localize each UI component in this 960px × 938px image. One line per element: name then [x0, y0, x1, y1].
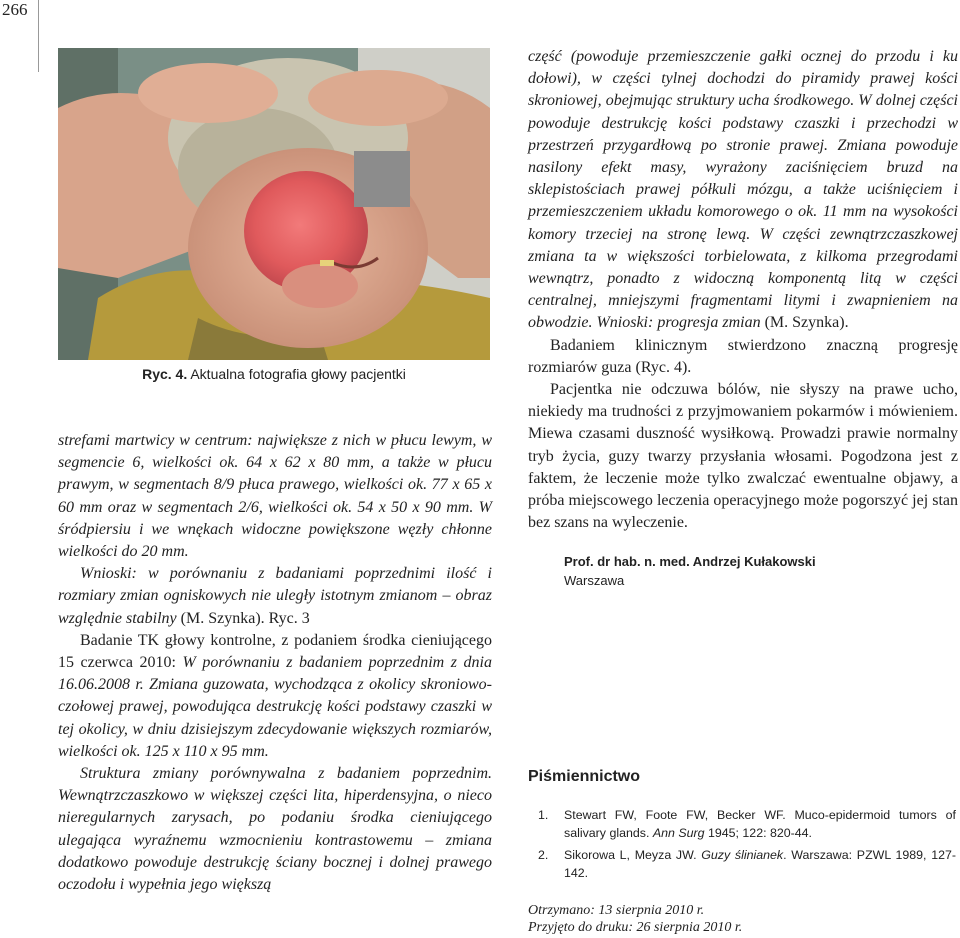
- left-para-2: [58, 563, 492, 630]
- reference-text: [564, 846, 956, 882]
- patient-photo: [58, 48, 490, 360]
- reference-number: 1.: [538, 808, 549, 822]
- right-para-2: Badaniem klinicznym stwierdzono znaczną progresję rozmiarów guza (Ryc. 4).: [528, 336, 958, 376]
- reference-item: [528, 806, 956, 842]
- left-para-2-italic: Wnioski: w porównaniu z badaniami poprzednimi ilość i rozmiary zmian ogniskowych nie uległy istotnym zmianom – obraz względnie stabilny: [58, 565, 492, 627]
- signature-name: Prof. dr hab. n. med. Andrzej Kułakowski: [564, 554, 816, 570]
- references-list: [528, 806, 956, 886]
- left-para-4: Struktura zmiany porównywalna z badaniem poprzednim. Wewnątrzczaszkowo w większej części lita, hiperdensyjna, o nieco nieregularnych zarysach, po podaniu środka cieniującego ulegająca wyraźnemu wzmocnieniu kontrastowemu – zmiana dodatkowo powoduje destrukcję ściany bocznej i dolnej prawego oczodołu i wypełnia jego większą: [58, 765, 492, 894]
- reference-text-a: Stewart FW, Foote FW, Becker WF. Muco-epidermoid tumors of salivary glands.: [564, 808, 956, 840]
- reference-text-b: 1945; 122: 820-44.: [704, 826, 812, 840]
- reference-text-a: Sikorowa L, Meyza JW.: [564, 848, 702, 862]
- reference-number: 2.: [538, 848, 549, 862]
- left-para-1: strefami martwicy w centrum: największe z nich w płucu lewym, w segmencie 6, wielkości ok. 64 x 62 x 80 mm, a także w płucu prawym, w segmentach 8/9 płuca prawego, wielkości ok. 77 x 65 x 60 mm oraz w segmentach 2/6, wielkości ok. 54 x 50 x 90 mm. W śródpiersiu i we wnękach widoczne powiększone węzły chłonne wielkości do 20 mm.: [58, 432, 492, 561]
- left-column: [58, 430, 492, 896]
- left-para-2-tail: (M. Szynka). Ryc. 3: [176, 609, 310, 627]
- figure-caption-label: Ryc. 4.: [142, 366, 188, 382]
- right-column: [528, 46, 958, 590]
- references-title: Piśmiennictwo: [528, 768, 641, 785]
- right-para-3: Pacjentka nie odczuwa bólów, nie słyszy na prawe ucho, niekiedy ma trudności z przyjmowaniem pokarmów i mówieniem. Miewa czasami duszność wysiłkową. Prowadzi prawie normalny tryb życia, guzy twarzy przysłania włosami. Pogodzona jest z faktem, że leczenie może tylko zwalczać ewentualne objawy, a próba miejscowego leczenia operacyjnego może pogorszyć jej stan bez szans na wyleczenie.: [528, 381, 958, 532]
- page-number: 266: [2, 0, 28, 19]
- right-para-1: [528, 46, 958, 335]
- left-para-3: [58, 630, 492, 763]
- reference-text: [564, 806, 956, 842]
- right-para-1-tail: (M. Szynka).: [760, 314, 849, 332]
- signature: [528, 552, 958, 590]
- figure-caption-text: Aktualna fotografia głowy pacjentki: [190, 366, 406, 382]
- left-para-3-italic: W porównaniu z badaniem poprzednim z dnia 16.06.2008 r. Zmiana guzowata, wychodząca z okolicy skroniowo-czołowej prawej, powodująca destrukcję kości podstawy czaszki w tej okolicy, w dniu dzisiejszym zdecydowanie większych rozmiarów, wielkości ok. 125 x 110 x 95 mm.: [58, 654, 492, 760]
- reference-item: [528, 846, 956, 882]
- figure-caption: [58, 366, 490, 382]
- reference-journal: Ann Surg: [652, 826, 705, 840]
- margin-rule: [38, 0, 39, 72]
- reference-journal: Guzy ślinianek: [701, 848, 784, 862]
- article-dates: [528, 902, 742, 936]
- patient-photo-graphic: [58, 48, 490, 360]
- received-date: Otrzymano: 13 sierpnia 2010 r.: [528, 903, 705, 918]
- signature-city: Warszawa: [564, 573, 625, 589]
- left-para-3-plain: Badanie TK głowy kontrolne, z podaniem środka cieniującego 15 czerwca 2010:: [58, 631, 492, 672]
- right-para-1-italic: część (powoduje przemieszczenie gałki ocznej do przodu i ku dołowi), w części tylnej dochodzi do piramidy prawej kości skroniowej, obejmując struktury ucha środkowego. W dolnej części powoduje destrukcję kości podstawy czaszki i przechodzi w przestrzeń przygardłową po stronie prawej. Zmiana powoduje nasilony efekt masy, wyrażony zaciśnięciem bruzd na sklepistościach prawej półkuli mózgu, a także uciśnięciem i przemieszczeniem układu komorowego o ok. 11 mm na wysokości komory trzeciej na stronę lewą. W części zewnątrzczaszkowej zmiana ta w większości torbielowata, z kilkoma przegrodami wewnątrz, ponadto z widoczną komponentą litą w części centralnej, mniejszymi fragmentami litymi i zwapnieniem na obwodzie. Wnioski: progresja zmian: [528, 48, 958, 332]
- accepted-date: Przyjęto do druku: 26 sierpnia 2010 r.: [528, 920, 743, 935]
- reference-text-b: . Warszawa: PZWL 1989, 127-142.: [564, 848, 956, 880]
